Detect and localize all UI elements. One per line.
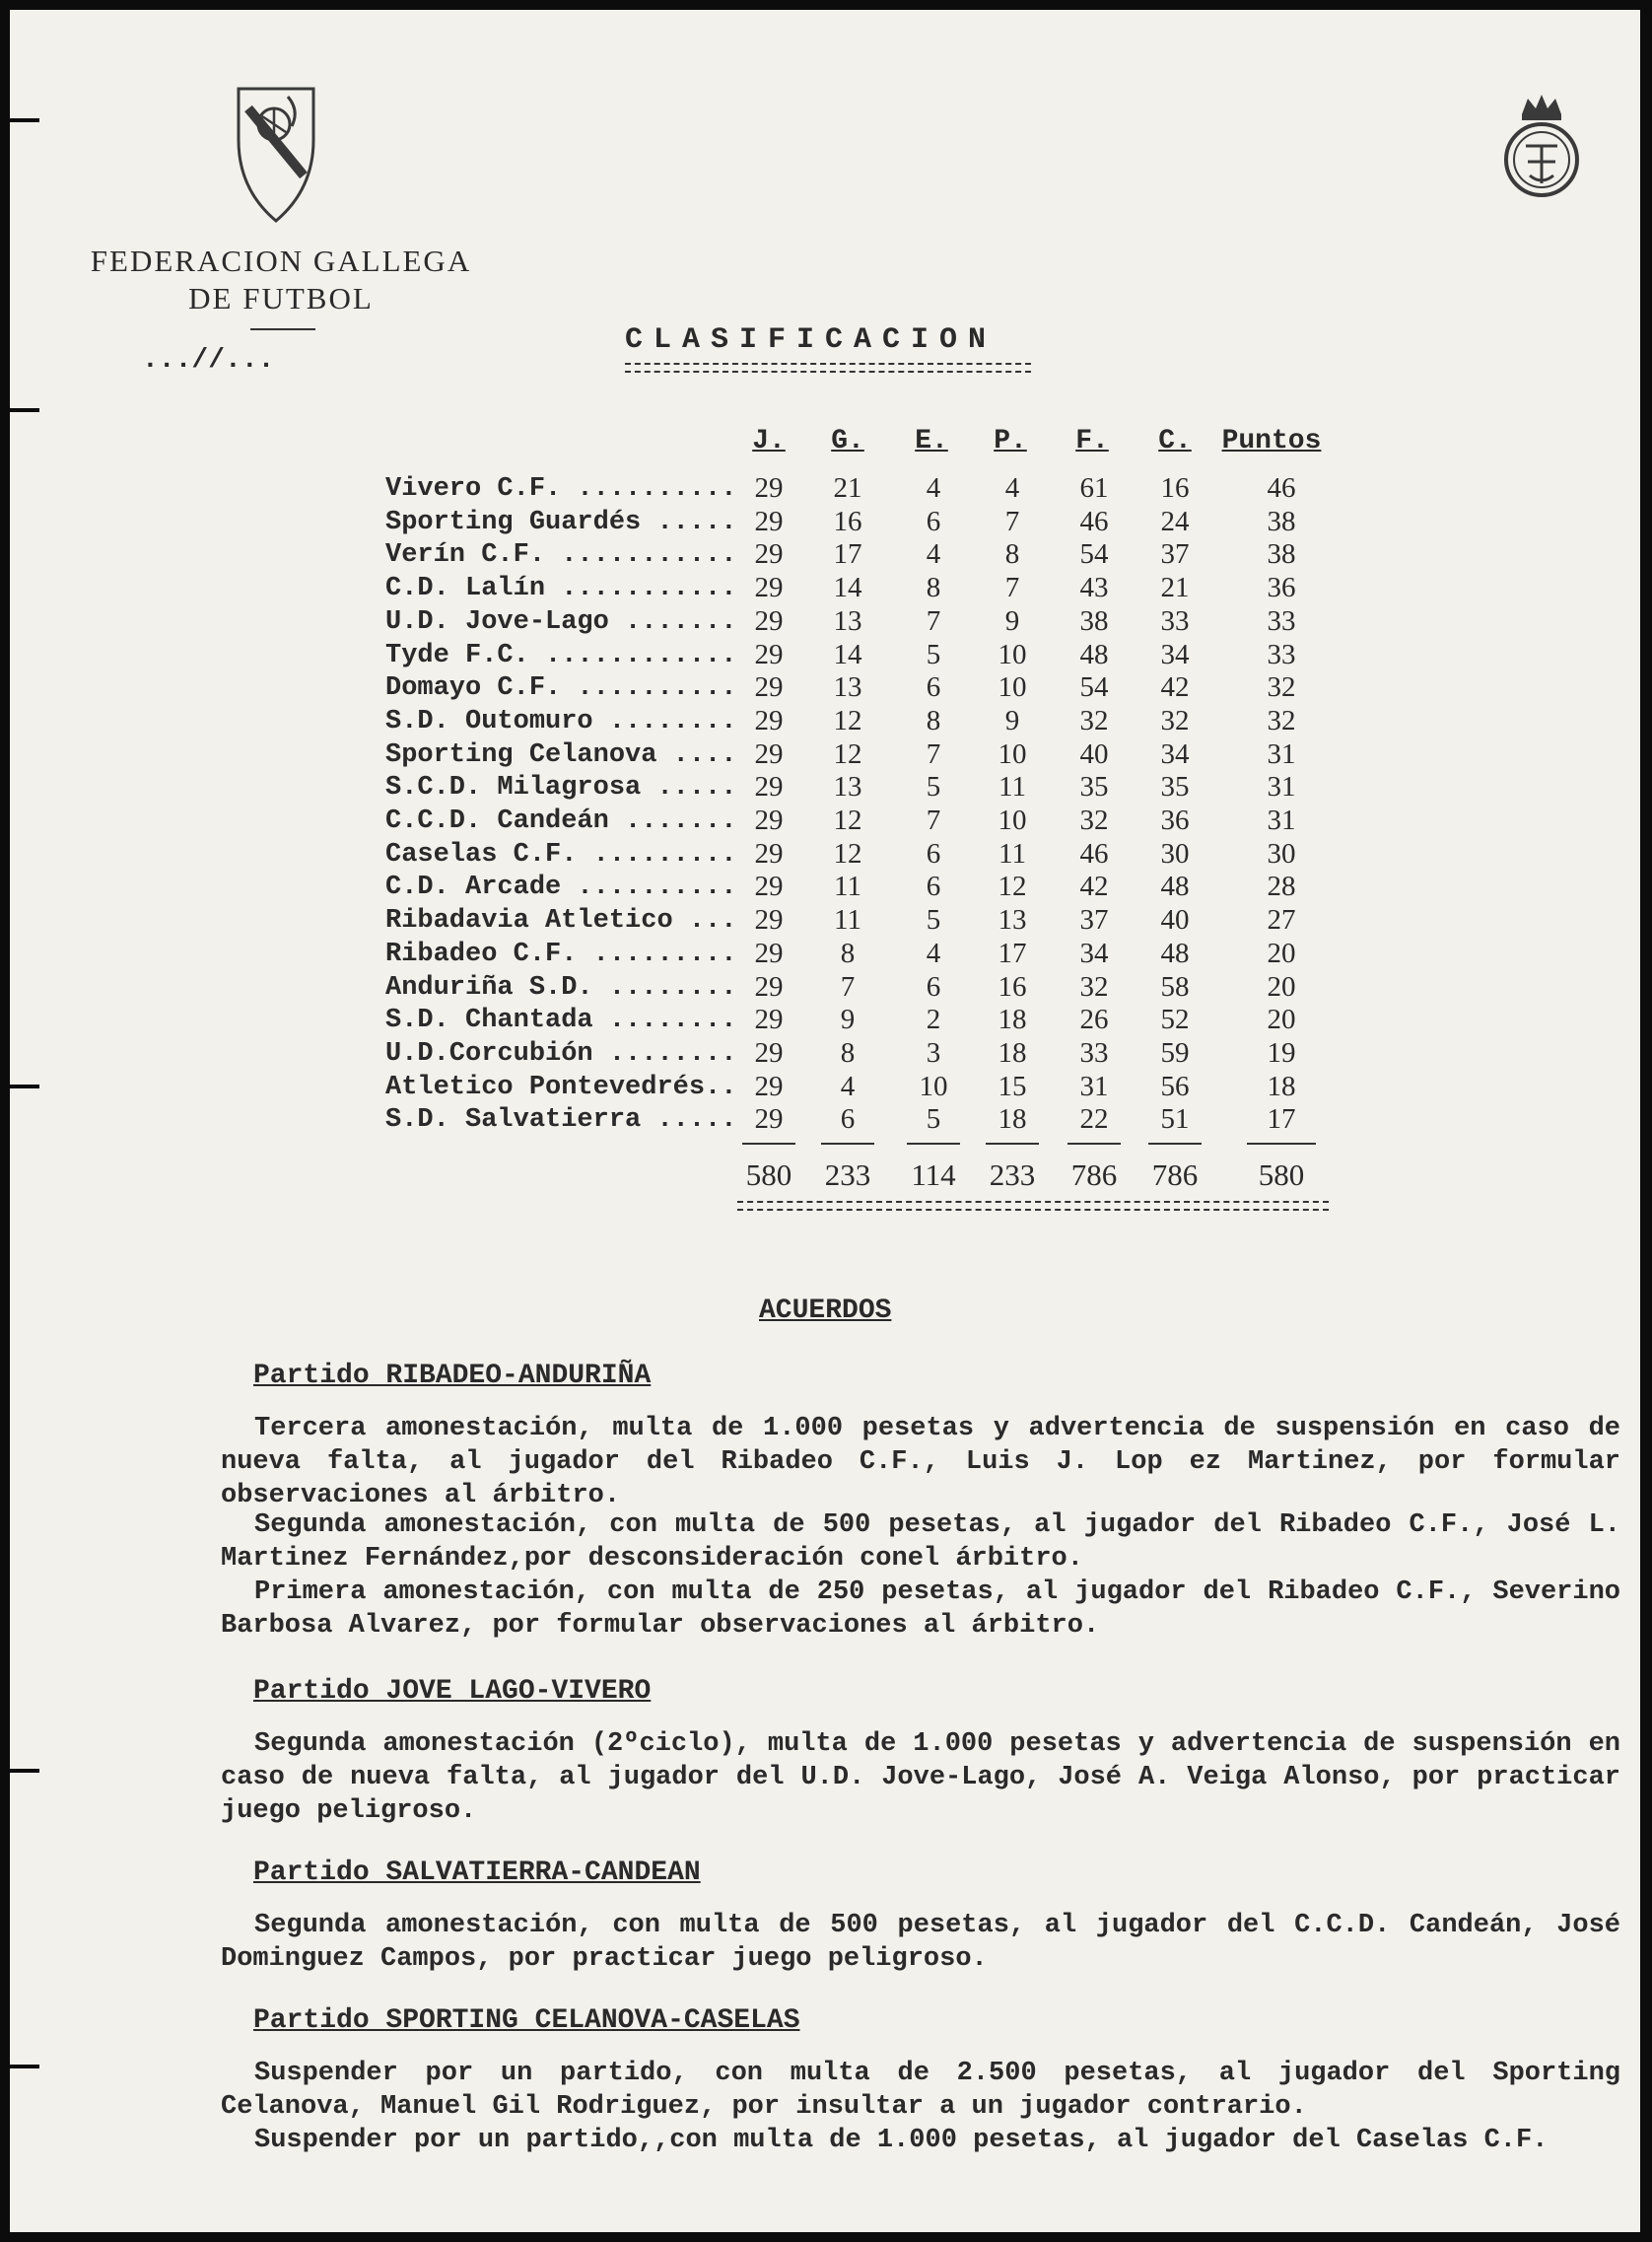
- total-pts: 580: [1258, 1157, 1305, 1192]
- cell-p: 10: [998, 737, 1027, 770]
- column-header-c: C.: [1158, 426, 1192, 456]
- cell-g: 6: [840, 1103, 856, 1136]
- punch-mark: [10, 1085, 39, 1088]
- total-j: 580: [745, 1157, 792, 1192]
- cell-p: 12: [998, 871, 1027, 903]
- cell-c: 37: [1160, 538, 1190, 571]
- sum-underline: [986, 1143, 1039, 1145]
- cell-g: 12: [833, 737, 862, 770]
- cell-c: 40: [1160, 904, 1190, 937]
- sanction-paragraph: Segunda amonestación (2ºciclo), multa de 1.000 pesetas y advertencia de suspensión en caso de nueva falta, al jugador del U.D. Jove-Lago, José A. Veiga Alonso, por practicar juego peligroso.: [221, 1729, 1620, 1826]
- cell-j: 29: [754, 472, 784, 504]
- team-name: C.D. Arcade ..........: [385, 873, 737, 903]
- punch-mark: [10, 2065, 39, 2068]
- cell-g: 9: [840, 1004, 856, 1036]
- cell-e: 5: [926, 771, 941, 804]
- match-heading: Partido JOVE LAGO-VIVERO: [253, 1676, 652, 1707]
- sum-underline: [1247, 1143, 1316, 1145]
- cell-p: 10: [998, 805, 1027, 836]
- cell-g: 11: [834, 904, 861, 937]
- cell-j: 29: [754, 737, 784, 770]
- cell-g: 21: [833, 472, 862, 504]
- cell-f: 43: [1079, 572, 1109, 604]
- cell-f: 35: [1079, 771, 1109, 804]
- cell-pts: 28: [1267, 871, 1296, 903]
- cell-c: 21: [1160, 572, 1190, 604]
- cell-f: 42: [1079, 871, 1109, 903]
- cell-f: 38: [1079, 604, 1109, 637]
- cell-e: 8: [926, 704, 941, 736]
- cell-pts: 20: [1267, 970, 1296, 1003]
- cell-p: 18: [998, 1103, 1027, 1136]
- cell-g: 14: [833, 638, 862, 670]
- sanction-paragraph: Segunda amonestación, con multa de 500 pesetas, al jugador del Ribadeo C.F., José L. Martinez Fernández,por desconsideración conel árbitro.: [221, 1510, 1620, 1574]
- cell-j: 29: [754, 871, 784, 903]
- letterhead: [79, 243, 483, 317]
- totals-double-rule: [737, 1201, 1329, 1211]
- cell-j: 29: [754, 970, 784, 1003]
- cell-p: 18: [998, 1036, 1027, 1069]
- cell-c: 48: [1160, 871, 1190, 903]
- cell-e: 6: [926, 671, 941, 704]
- cell-c: 32: [1160, 704, 1190, 736]
- cell-e: 7: [926, 604, 941, 637]
- cell-g: 8: [840, 937, 856, 969]
- sanction-paragraph: Tercera amonestación, multa de 1.000 pesetas y advertencia de suspensión en caso de nueva falta, al jugador del Ribadeo C.F., Luis J. Lop ez Martinez, por formular observaciones al árbitro.: [221, 1414, 1620, 1510]
- team-name: Ribadeo C.F. .........: [385, 939, 737, 969]
- sanction-paragraph: Suspender por un partido, con multa de 2.500 pesetas, al jugador del Sporting Celanova, Manuel Gil Rodriguez, por insultar a un jugador contrario.: [221, 2059, 1620, 2122]
- page-title: CLASIFICACION: [625, 323, 998, 357]
- federation-shield-icon: [229, 81, 323, 229]
- match-heading: Partido SPORTING CELANOVA-CASELAS: [253, 2005, 800, 2036]
- cell-f: 26: [1079, 1004, 1109, 1036]
- cell-e: 4: [926, 937, 941, 969]
- total-g: 233: [824, 1157, 871, 1192]
- cell-c: 59: [1160, 1036, 1190, 1069]
- cell-c: 30: [1160, 837, 1190, 870]
- cell-pts: 17: [1267, 1103, 1296, 1136]
- cell-c: 34: [1160, 638, 1190, 670]
- cell-j: 29: [754, 1070, 784, 1102]
- royal-crest-icon: [1500, 89, 1583, 203]
- cell-pts: 19: [1267, 1036, 1296, 1069]
- punch-mark: [10, 118, 39, 122]
- total-f: 786: [1070, 1157, 1118, 1192]
- cell-pts: 32: [1267, 704, 1296, 736]
- cell-pts: 32: [1267, 671, 1296, 704]
- cell-p: 10: [998, 638, 1027, 670]
- cell-pts: 31: [1267, 771, 1296, 804]
- cell-g: 7: [840, 970, 856, 1003]
- cell-f: 22: [1079, 1103, 1109, 1136]
- letterhead-line1: FEDERACION GALLEGA: [90, 244, 472, 278]
- cell-pts: 20: [1267, 1004, 1296, 1036]
- cell-p: 7: [1004, 505, 1020, 537]
- team-name: Anduriña S.D. ........: [385, 972, 737, 1003]
- cell-pts: 33: [1267, 638, 1296, 670]
- team-name: C.D. Lalín ...........: [385, 574, 737, 604]
- cell-e: 8: [926, 572, 941, 604]
- cell-pts: 20: [1267, 937, 1296, 969]
- cell-e: 5: [926, 904, 941, 937]
- cell-p: 17: [998, 937, 1027, 969]
- team-name: U.D. Jove-Lago .......: [385, 606, 737, 637]
- cell-f: 32: [1079, 704, 1109, 736]
- cell-j: 29: [754, 638, 784, 670]
- match-heading: Partido SALVATIERRA-CANDEAN: [253, 1857, 701, 1888]
- cell-pts: 30: [1267, 837, 1296, 870]
- cell-j: 29: [754, 771, 784, 804]
- cell-j: 29: [754, 937, 784, 969]
- cell-g: 12: [833, 837, 862, 870]
- punch-mark: [10, 1769, 39, 1773]
- sanction-paragraph: Primera amonestación, con multa de 250 pesetas, al jugador del Ribadeo C.F., Severino Barbosa Alvarez, por formular observaciones al árbitro.: [221, 1577, 1620, 1641]
- cell-p: 11: [998, 771, 1026, 804]
- cell-j: 29: [754, 837, 784, 870]
- column-header-e: E.: [915, 426, 948, 456]
- cell-e: 6: [926, 970, 941, 1003]
- cell-g: 11: [834, 871, 861, 903]
- cell-c: 35: [1160, 771, 1190, 804]
- cell-f: 32: [1079, 805, 1109, 836]
- cell-g: 13: [833, 604, 862, 637]
- cell-g: 12: [833, 805, 862, 836]
- total-p: 233: [989, 1157, 1036, 1192]
- cell-pts: 33: [1267, 604, 1296, 637]
- cell-p: 7: [1004, 572, 1020, 604]
- cell-pts: 18: [1267, 1070, 1296, 1102]
- cell-pts: 31: [1267, 737, 1296, 770]
- column-header-p: P.: [994, 426, 1027, 456]
- cell-c: 58: [1160, 970, 1190, 1003]
- team-name: Sporting Guardés .....: [385, 507, 737, 537]
- cell-e: 3: [926, 1036, 941, 1069]
- cell-g: 14: [833, 572, 862, 604]
- cell-p: 9: [1004, 704, 1020, 736]
- sum-underline: [742, 1143, 795, 1145]
- cell-g: 17: [833, 538, 862, 571]
- cell-pts: 38: [1267, 538, 1296, 571]
- cell-f: 37: [1079, 904, 1109, 937]
- team-name: Atletico Pontevedrés..: [385, 1072, 737, 1102]
- cell-f: 34: [1079, 937, 1109, 969]
- total-c: 786: [1151, 1157, 1199, 1192]
- cell-e: 7: [926, 737, 941, 770]
- team-name: Vivero C.F. ..........: [385, 474, 737, 504]
- cell-g: 12: [833, 704, 862, 736]
- cell-p: 10: [998, 671, 1027, 704]
- cell-c: 34: [1160, 737, 1190, 770]
- cell-j: 29: [754, 704, 784, 736]
- team-name: Verín C.F. ...........: [385, 540, 737, 571]
- cell-f: 31: [1079, 1070, 1109, 1102]
- cell-c: 16: [1160, 472, 1190, 504]
- cell-p: 11: [998, 837, 1026, 870]
- column-header-f: F.: [1075, 426, 1109, 456]
- title-double-rule: [625, 363, 1031, 373]
- cell-j: 29: [754, 1004, 784, 1036]
- cell-f: 61: [1079, 472, 1109, 504]
- reference-mark: ...//...: [142, 345, 275, 376]
- cell-p: 9: [1004, 604, 1020, 637]
- column-header-g: G.: [831, 426, 864, 456]
- cell-j: 29: [754, 1103, 784, 1136]
- cell-pts: 38: [1267, 505, 1296, 537]
- cell-j: 29: [754, 505, 784, 537]
- letterhead-line2: DE FUTBOL: [188, 281, 374, 315]
- cell-j: 29: [754, 604, 784, 637]
- team-name: Caselas C.F. .........: [385, 839, 737, 870]
- sum-underline: [821, 1143, 874, 1145]
- cell-p: 15: [998, 1070, 1027, 1102]
- cell-c: 51: [1160, 1103, 1190, 1136]
- team-name: S.C.D. Milagrosa .....: [385, 773, 737, 804]
- cell-g: 4: [840, 1070, 856, 1102]
- cell-e: 10: [919, 1070, 948, 1102]
- cell-pts: 27: [1267, 904, 1296, 937]
- team-name: Sporting Celanova ....: [385, 739, 737, 770]
- sum-underline: [1067, 1143, 1121, 1145]
- cell-p: 13: [998, 904, 1027, 937]
- team-name: Ribadavia Atletico ...: [385, 906, 737, 937]
- cell-j: 29: [754, 572, 784, 604]
- cell-f: 48: [1079, 638, 1109, 670]
- letterhead-rule: [250, 328, 315, 330]
- cell-f: 33: [1079, 1036, 1109, 1069]
- cell-p: 8: [1004, 538, 1020, 571]
- acuerdos-heading: ACUERDOS: [759, 1296, 892, 1326]
- cell-e: 4: [926, 538, 941, 571]
- sanction-paragraph: Segunda amonestación, con multa de 500 pesetas, al jugador del C.C.D. Candeán, José Dominguez Campos, por practicar juego peligroso.: [221, 1911, 1620, 1974]
- cell-c: 48: [1160, 937, 1190, 969]
- cell-p: 4: [1004, 472, 1020, 504]
- cell-c: 42: [1160, 671, 1190, 704]
- cell-j: 29: [754, 1036, 784, 1069]
- cell-j: 29: [754, 805, 784, 836]
- team-name: S.D. Outomuro ........: [385, 706, 737, 736]
- cell-c: 24: [1160, 505, 1190, 537]
- team-name: S.D. Chantada ........: [385, 1006, 737, 1036]
- cell-c: 52: [1160, 1004, 1190, 1036]
- cell-j: 29: [754, 538, 784, 571]
- team-name: Domayo C.F. ..........: [385, 673, 737, 704]
- punch-mark: [10, 408, 39, 412]
- cell-f: 46: [1079, 505, 1109, 537]
- cell-pts: 36: [1267, 572, 1296, 604]
- sanction-paragraph: Suspender por un partido,,con multa de 1.000 pesetas, al jugador del Caselas C.F.: [254, 2126, 1549, 2155]
- cell-f: 54: [1079, 671, 1109, 704]
- cell-g: 13: [833, 671, 862, 704]
- document-page: [10, 10, 1640, 2232]
- sum-underline: [1148, 1143, 1202, 1145]
- cell-c: 56: [1160, 1070, 1190, 1102]
- total-e: 114: [911, 1157, 956, 1192]
- cell-p: 16: [998, 970, 1027, 1003]
- match-heading: Partido RIBADEO-ANDURIÑA: [253, 1361, 652, 1391]
- cell-c: 36: [1160, 805, 1190, 836]
- team-name: S.D. Salvatierra .....: [385, 1105, 737, 1136]
- cell-f: 54: [1079, 538, 1109, 571]
- cell-e: 2: [926, 1004, 941, 1036]
- cell-pts: 31: [1267, 805, 1296, 836]
- cell-f: 46: [1079, 837, 1109, 870]
- cell-e: 6: [926, 837, 941, 870]
- column-header-pts: Puntos: [1221, 426, 1322, 456]
- cell-e: 5: [926, 1103, 941, 1136]
- cell-f: 32: [1079, 970, 1109, 1003]
- cell-e: 6: [926, 505, 941, 537]
- cell-j: 29: [754, 904, 784, 937]
- cell-e: 4: [926, 472, 941, 504]
- cell-e: 5: [926, 638, 941, 670]
- cell-p: 18: [998, 1004, 1027, 1036]
- cell-g: 8: [840, 1036, 856, 1069]
- cell-pts: 46: [1267, 472, 1296, 504]
- cell-g: 16: [833, 505, 862, 537]
- team-name: U.D.Corcubión ........: [385, 1038, 737, 1069]
- team-name: Tyde F.C. ............: [385, 640, 737, 670]
- cell-f: 40: [1079, 737, 1109, 770]
- cell-e: 6: [926, 871, 941, 903]
- cell-e: 7: [926, 805, 941, 836]
- column-header-j: J.: [752, 426, 786, 456]
- sum-underline: [907, 1143, 960, 1145]
- cell-c: 33: [1160, 604, 1190, 637]
- cell-g: 13: [833, 771, 862, 804]
- cell-j: 29: [754, 671, 784, 704]
- team-name: C.C.D. Candeán .......: [385, 806, 737, 836]
